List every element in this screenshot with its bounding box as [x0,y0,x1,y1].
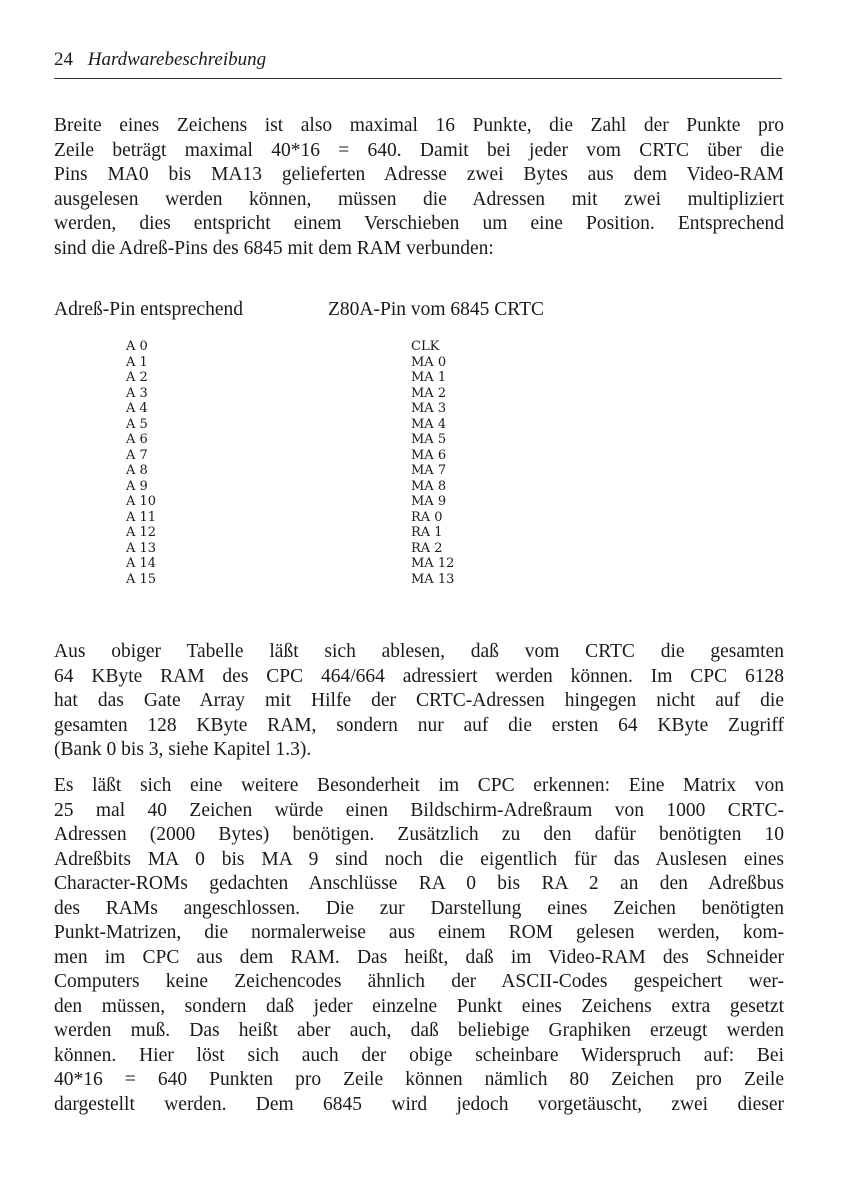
table-cell: A 14 [126,556,157,571]
table-cell: A 13 [126,540,157,556]
text-line: können. Hier löst sich auch der obige scheinbare Widerspruch auf: Bei [54,1044,784,1066]
table-header-address-pin: Adreß-Pin entsprechend [54,299,243,320]
table-cell: MA 9 [411,494,447,509]
text-line: Punkt-Matrizen, die normalerweise aus einem ROM gelesen werden, kom- [54,922,784,943]
text-line: werden muß. Das heißt aber auch, daß beliebige Graphiken erzeugt werden [54,1020,784,1041]
table-cell: A 5 [126,416,148,432]
text-line: den müssen, sondern daß jeder einzelne Punkt eines Zeichens extra gesetzt [54,995,784,1017]
table-cell: RA 1 [411,525,443,540]
text-line: des RAMs angeschlossen. Die zur Darstellung eines Zeichen benötigten [54,897,784,919]
table-cell: A 4 [126,401,148,416]
text-line: Pins MA0 bis MA13 gelieferten Adresse zwei Bytes aus dem Video-RAM [54,164,784,185]
table-cell: MA 5 [411,432,447,447]
table-cell: MA 3 [411,401,447,416]
table-cell: A 6 [126,432,148,447]
table-cell: MA 7 [411,463,447,478]
text-line: hat das Gate Array mit Hilfe der CRTC-Adressen hingegen nicht auf die [54,690,784,711]
table-cell: MA 2 [411,385,447,401]
crtc-pin-column [411,339,454,587]
paragraph-1 [54,114,784,261]
table-cell: A 8 [126,463,148,478]
text-line: men im CPC aus dem RAM. Das heißt, daß im Video-RAM des Schneider [54,946,784,968]
table-cell: A 11 [126,509,157,525]
header-rule [54,78,782,79]
table-cell: A 7 [126,447,148,463]
address-pin-column [126,339,156,587]
table-cell: A 12 [126,525,157,540]
table-cell: A 15 [126,571,157,587]
page-number: 24 [54,49,73,70]
text-line: ausgelesen werden können, müssen die Adressen mit zwei multipliziert [54,188,784,210]
table-cell: MA 0 [411,354,447,370]
text-line: Breite eines Zeichens ist also maximal 16 Punkte, die Zahl der Punkte pro [54,115,784,136]
paragraph-3 [54,774,784,1117]
table-cell: A 10 [126,494,157,509]
text-line: Computers keine Zeichencodes ähnlich der ASCII-Codes gespeichert wer- [54,971,784,992]
text-line: Aus obiger Tabelle läßt sich ablesen, daß vom CRTC die gesamten [54,641,784,662]
table-cell: MA 4 [411,416,447,432]
text-line: sind die Adreß-Pins des 6845 mit dem RAM verbunden: [54,237,494,259]
text-line: Adreßbits MA 0 bis MA 9 sind noch die eigentlich für das Auslesen eines [54,848,784,870]
table-cell: MA 1 [411,370,447,385]
table-header-crtc-pin: Z80A-Pin vom 6845 CRTC [328,299,545,320]
table-cell: CLK [411,339,440,354]
text-line: (Bank 0 bis 3, siehe Kapitel 1.3). [54,739,312,760]
text-line: dargestellt werden. Dem 6845 wird jedoch vorgetäuscht, zwei dieser [54,1093,784,1115]
table-cell: MA 13 [411,571,455,587]
chapter-title: Hardwarebeschreibung [87,49,267,70]
text-line: gesamten 128 KByte RAM, sondern nur auf die ersten 64 KByte Zugriff [54,714,784,736]
text-line: 64 KByte RAM des CPC 464/664 adressiert werden können. Im CPC 6128 [54,665,784,687]
table-cell: A 3 [126,385,148,401]
page-header [54,47,782,73]
table-cell: MA 6 [411,447,447,463]
text-line: Adressen (2000 Bytes) benötigen. Zusätzlich zu den dafür benötigten 10 [54,824,784,845]
table-cell: MA 12 [411,556,455,571]
paragraph-2 [54,640,784,763]
table-cell: MA 8 [411,478,447,494]
table-cell: A 2 [126,370,148,385]
table-cell: RA 0 [411,509,443,525]
table-cell: A 0 [126,339,148,354]
text-line: Zeile beträgt maximal 40*16 = 640. Damit bei jeder vom CRTC über die [54,139,784,161]
table-cell: A 1 [126,354,148,370]
text-line: 40*16 = 640 Punkten pro Zeile können nämlich 80 Zeichen pro Zeile [54,1069,784,1090]
text-line: 25 mal 40 Zeichen würde einen Bildschirm-Adreßraum von 1000 CRTC- [54,799,784,821]
text-line: werden, dies entspricht einem Verschieben um eine Position. Entsprechend [54,213,784,234]
table-cell: A 9 [126,478,148,494]
text-line: Es läßt sich eine weitere Besonderheit im CPC erkennen: Eine Matrix von [54,775,784,796]
table-cell: RA 2 [411,540,443,556]
text-line: Character-ROMs gedachten Anschlüsse RA 0 bis RA 2 an den Adreßbus [54,873,784,894]
